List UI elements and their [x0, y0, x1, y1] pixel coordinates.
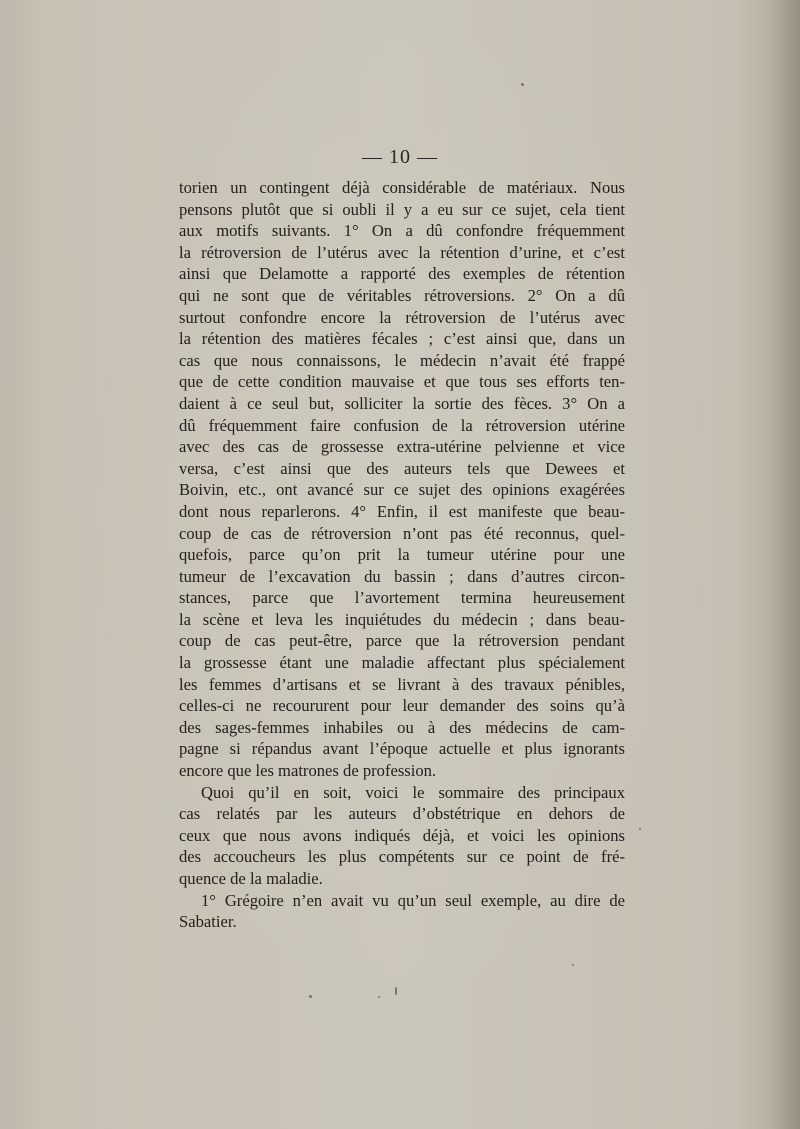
paper-speck	[572, 964, 574, 966]
paper-speck	[309, 995, 312, 998]
paper-speck	[395, 987, 397, 995]
text-line: la rétention des matières fécales ; c’est ainsi que, dans un	[179, 329, 625, 349]
text-line: surtout confondre encore la rétroversion de l’utérus avec	[179, 307, 625, 327]
text-line: cas relatés par les auteurs d’obstétrique en dehors de	[179, 804, 625, 824]
text-line: Boivin, etc., ont avancé sur ce sujet des opinions exagérées	[179, 480, 625, 500]
page-number: — 10 —	[362, 146, 438, 168]
text-line: les femmes d’artisans et se livrant à des travaux pénibles,	[179, 674, 625, 694]
body-text	[179, 177, 625, 933]
text-line: torien un contingent déjà considérable de matériaux. Nous	[179, 178, 625, 197]
text-line: des sages-femmes inhabiles ou à des médecins de cam-	[179, 717, 625, 737]
paper-speck	[639, 828, 641, 830]
text-line: dû fréquemment faire confusion de la rétroversion utérine	[179, 415, 625, 435]
text-line: daient à ce seul but, solliciter la sortie des fèces. 3° On a	[179, 393, 625, 413]
text-line: coup de cas peut-être, parce que la rétroversion pendant	[179, 631, 625, 651]
text-line: pagne si répandus avant l’époque actuelle et plus ignorants	[179, 739, 625, 759]
text-line: stances, parce que l’avortement termina heureusement	[179, 588, 625, 608]
paper-speck	[378, 996, 380, 998]
text-line: versa, c’est ainsi que des auteurs tels que Dewees et	[179, 458, 625, 478]
text-line: aux motifs suivants. 1° On a dû confondre fréquemment	[179, 221, 625, 241]
text-line: avec des cas de grossesse extra-utérine pelvienne et vice	[179, 437, 625, 457]
text-line: qui ne sont que de véritables rétroversions. 2° On a dû	[179, 285, 625, 305]
text-line: tumeur de l’excavation du bassin ; dans d’autres circon-	[179, 566, 625, 586]
text-line: dont nous reparlerons. 4° Enfin, il est manifeste que beau-	[179, 501, 625, 521]
text-line: pensons plutôt que si oubli il y a eu sur ce sujet, cela tient	[179, 199, 625, 219]
text-line: cas que nous connaissons, le médecin n’avait été frappé	[179, 350, 625, 370]
text-line: que de cette condition mauvaise et que tous ses efforts ten-	[179, 372, 625, 392]
text-line: quence de la maladie.	[179, 869, 323, 888]
text-line: ainsi que Delamotte a rapporté des exemples de rétention	[179, 264, 625, 284]
text-line: encore que les matrones de profession.	[179, 761, 437, 781]
text-line: Quoi qu’il en soit, voici le sommaire des principaux	[201, 782, 625, 802]
text-line: la rétroversion de l’utérus avec la rétention d’urine, et c’est	[179, 242, 625, 262]
text-line: 1° Grégoire n’en avait vu qu’un seul exemple, au dire de	[201, 890, 625, 910]
text-line: des accoucheurs les plus compétents sur ce point de fré-	[179, 847, 625, 867]
text-line: la scène et leva les inquiétudes du médecin ; dans beau-	[179, 609, 625, 629]
text-line: la grossesse étant une maladie affectant plus spécialement	[179, 653, 625, 673]
text-line: coup de cas de rétroversion n’ont pas été reconnus, quel-	[179, 523, 625, 543]
paper-speck	[521, 83, 524, 86]
text-line: quefois, parce qu’on prit la tumeur utérine pour une	[179, 545, 625, 565]
text-line: Sabatier.	[179, 912, 237, 932]
text-line: ceux que nous avons indiqués déjà, et voici les opinions	[179, 825, 625, 845]
text-line: celles-ci ne recoururent pour leur demander des soins qu’à	[179, 696, 625, 716]
